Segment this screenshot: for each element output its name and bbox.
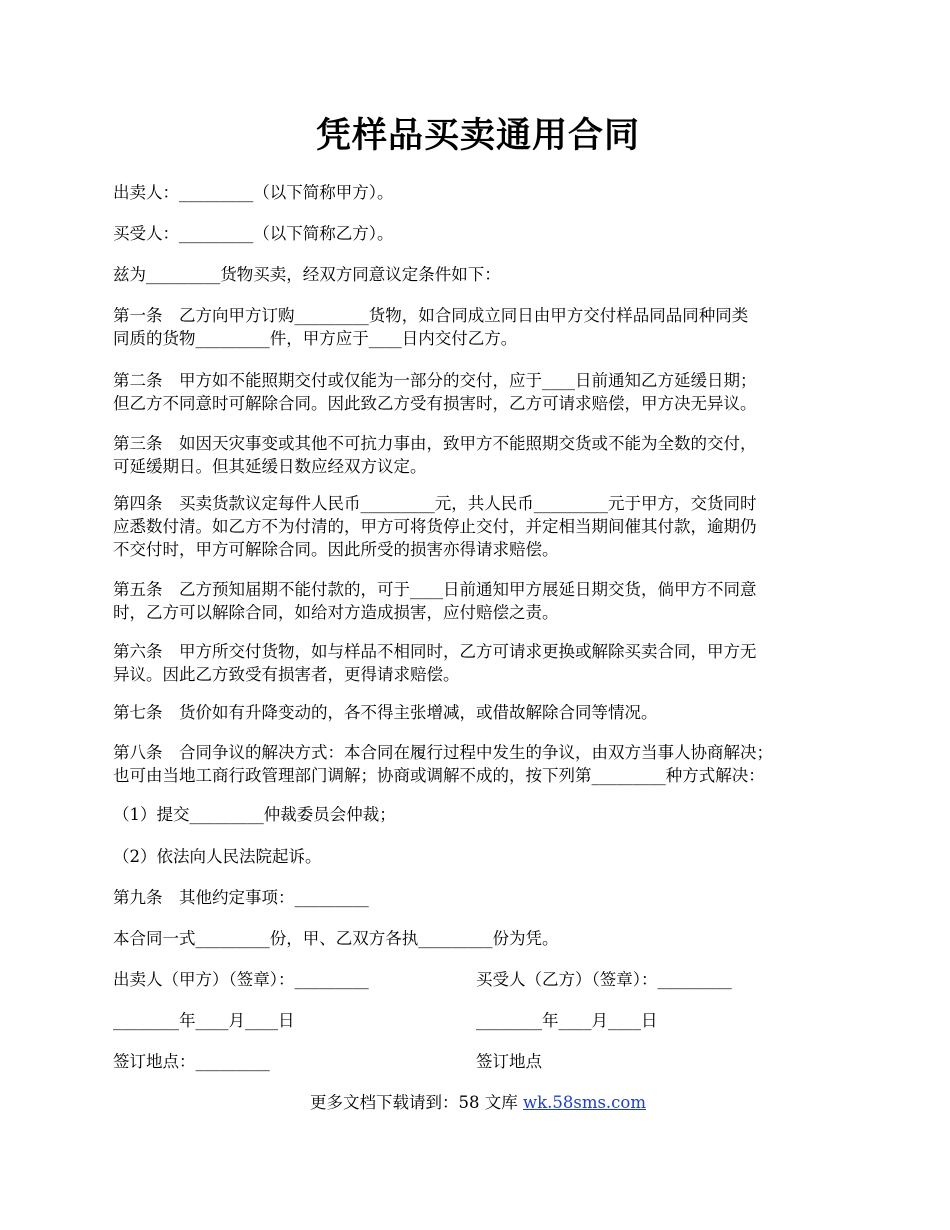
article-8-line-2: 也可由当地工商行政管理部门调解；协商或调解不成的，按下列第_________种方式解决： xyxy=(113,766,765,785)
article-2-line-2: 但乙方不同意时可解除合同。因此致乙方受有损害时，乙方可请求赔偿，甲方决无异议。 xyxy=(113,394,757,413)
article-8-line-1: 第八条 合同争议的解决方式：本合同在履行过程中发生的争议，由双方当事人协商解决； xyxy=(113,743,773,762)
article-3-line-1: 第三条 如因天灾事变或其他不可抗力事由，致甲方不能照期交货或不能为全数的交付， xyxy=(113,434,757,453)
article-4-line-2: 应悉数付清。如乙方不为付清的，甲方可将货停止交付，并定相当期间催其付款，逾期仍 xyxy=(113,517,757,536)
seller-party-line: 出卖人：_________（以下简称甲方）。 xyxy=(113,183,394,202)
buyer-signature: 买受人（乙方）（签章）：_________ xyxy=(476,970,732,989)
option-2-line: （2）依法向人民法院起诉。 xyxy=(113,847,322,866)
date-row xyxy=(113,1009,843,1033)
buyer-place: 签订地点 xyxy=(476,1052,542,1071)
place-row xyxy=(113,1050,843,1074)
article-5-line-1: 第五条 乙方预知届期不能付款的，可于____日前通知甲方展延日期交货，倘甲方不同意 xyxy=(113,580,757,599)
footer xyxy=(113,1091,843,1115)
article-7-line-1: 第七条 货价如有升降变动的，各不得主张增减，或借故解除合同等情况。 xyxy=(113,703,658,722)
article-4-line-3: 不交付时，甲方可解除合同。因此所受的损害亦得请求赔偿。 xyxy=(113,540,559,559)
footer-link[interactable]: wk.58sms.com xyxy=(522,1093,646,1112)
article-4-line-1: 第四条 买卖货款议定每件人民币_________元，共人民币_________元于甲方，交货同时 xyxy=(113,494,757,513)
article-9-line: 第九条 其他约定事项：_________ xyxy=(113,888,369,907)
footer-text: 更多文档下载请到：58 文库 xyxy=(309,1093,523,1112)
seller-date: ________年____月____日 xyxy=(113,1011,295,1030)
seller-signature: 出卖人（甲方）（签章）：_________ xyxy=(113,970,369,989)
article-6-line-2: 异议。因此乙方致受有损害者，更得请求赔偿。 xyxy=(113,665,460,684)
document-title: 凭样品买卖通用合同 xyxy=(315,115,640,156)
article-1-line-2: 同质的货物_________件，甲方应于____日内交付乙方。 xyxy=(113,329,518,348)
article-6-line-1: 第六条 甲方所交付货物，如与样品不相同时，乙方可请求更换或解除买卖合同，甲方无 xyxy=(113,642,757,661)
copies-line: 本合同一式_________份，甲、乙双方各执_________份为凭。 xyxy=(113,929,559,948)
buyer-date: ________年____月____日 xyxy=(476,1011,658,1030)
intro-line: 兹为_________货物买卖，经双方同意议定条件如下： xyxy=(113,265,501,284)
article-2-line-1: 第二条 甲方如不能照期交付或仅能为一部分的交付，应于____日前通知乙方延缓日期； xyxy=(113,371,757,390)
article-5-line-2: 时，乙方可以解除合同，如给对方造成损害，应付赔偿之责。 xyxy=(113,603,559,622)
article-3-line-2: 可延缓期日。但其延缓日数应经双方议定。 xyxy=(113,457,427,476)
buyer-party-line: 买受人：_________（以下简称乙方）。 xyxy=(113,224,394,243)
article-1-line-1: 第一条 乙方向甲方订购_________货物，如合同成立同日由甲方交付样品同品同种同类 xyxy=(113,306,749,325)
signature-row xyxy=(113,968,843,992)
seller-place: 签订地点：_________ xyxy=(113,1052,270,1071)
option-1-line: （1）提交_________仲裁委员会仲裁； xyxy=(113,805,396,824)
